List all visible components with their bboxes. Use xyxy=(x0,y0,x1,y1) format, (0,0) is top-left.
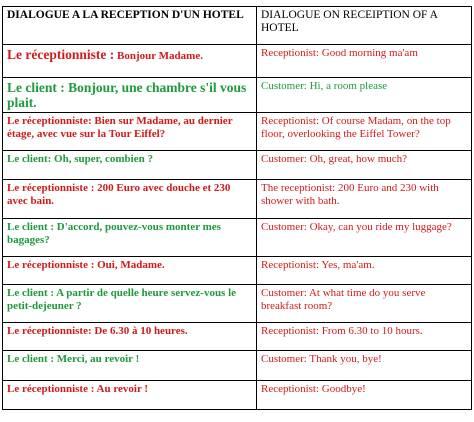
table-row xyxy=(3,113,472,151)
french-header: DIALOGUE A LA RECEPTION D'UN HOTEL xyxy=(3,7,257,45)
french-line: Le client : D'accord, pouvez-vous monter mes bagages? xyxy=(3,219,257,257)
table-row xyxy=(3,219,472,257)
english-line: Customer: Okay, can you ride my luggage? xyxy=(257,219,472,257)
english-line: Receptionist: Of course Madam, on the top floor, overlooking the Eiffel Tower? xyxy=(257,113,472,151)
french-line: Le réceptionniste : Bonjour Madame. xyxy=(3,45,257,78)
french-line: Le client : Bonjour, une chambre s'il vous plait. xyxy=(3,78,257,113)
english-line: Receptionist: Yes, ma'am. xyxy=(257,257,472,285)
french-line: Le client : Merci, au revoir ! xyxy=(3,351,257,381)
french-line: Le client: Oh, super, combien ? xyxy=(3,151,257,180)
french-line: Le réceptionniste : Oui, Madame. xyxy=(3,257,257,285)
table-row xyxy=(3,257,472,285)
english-line: Receptionist: Good morning ma'am xyxy=(257,45,472,78)
english-line: Customer: At what time do you serve breakfast room? xyxy=(257,285,472,323)
table-row xyxy=(3,351,472,381)
english-line: Receptionist: From 6.30 to 10 hours. xyxy=(257,323,472,351)
french-line: Le réceptionniste: De 6.30 à 10 heures. xyxy=(3,323,257,351)
table-row xyxy=(3,285,472,323)
french-line: Le réceptionniste : Au revoir ! xyxy=(3,381,257,410)
table-row xyxy=(3,151,472,180)
english-line: The receptionist: 200 Euro and 230 with shower with bath. xyxy=(257,180,472,219)
english-header: DIALOGUE ON RECEIPTION OF A HOTEL xyxy=(257,7,472,45)
english-line: Receptionist: Goodbye! xyxy=(257,381,472,410)
french-line: Le réceptionniste: Bien sur Madame, au dernier étage, avec vue sur la Tour Eiffel? xyxy=(3,113,257,151)
table-row xyxy=(3,45,472,78)
french-line: Le réceptionniste : 200 Euro avec douche et 230 avec bain. xyxy=(3,180,257,219)
table-row xyxy=(3,323,472,351)
english-line: Customer: Thank you, bye! xyxy=(257,351,472,381)
french-line: Le client : A partir de quelle heure servez-vous le petit-dejeuner ? xyxy=(3,285,257,323)
table-row xyxy=(3,180,472,219)
table-row xyxy=(3,78,472,113)
table-row xyxy=(3,381,472,410)
english-line: Customer: Oh, great, how much? xyxy=(257,151,472,180)
header-row xyxy=(3,7,472,45)
english-line: Customer: Hi, a room please xyxy=(257,78,472,113)
dialogue-table xyxy=(2,6,472,410)
